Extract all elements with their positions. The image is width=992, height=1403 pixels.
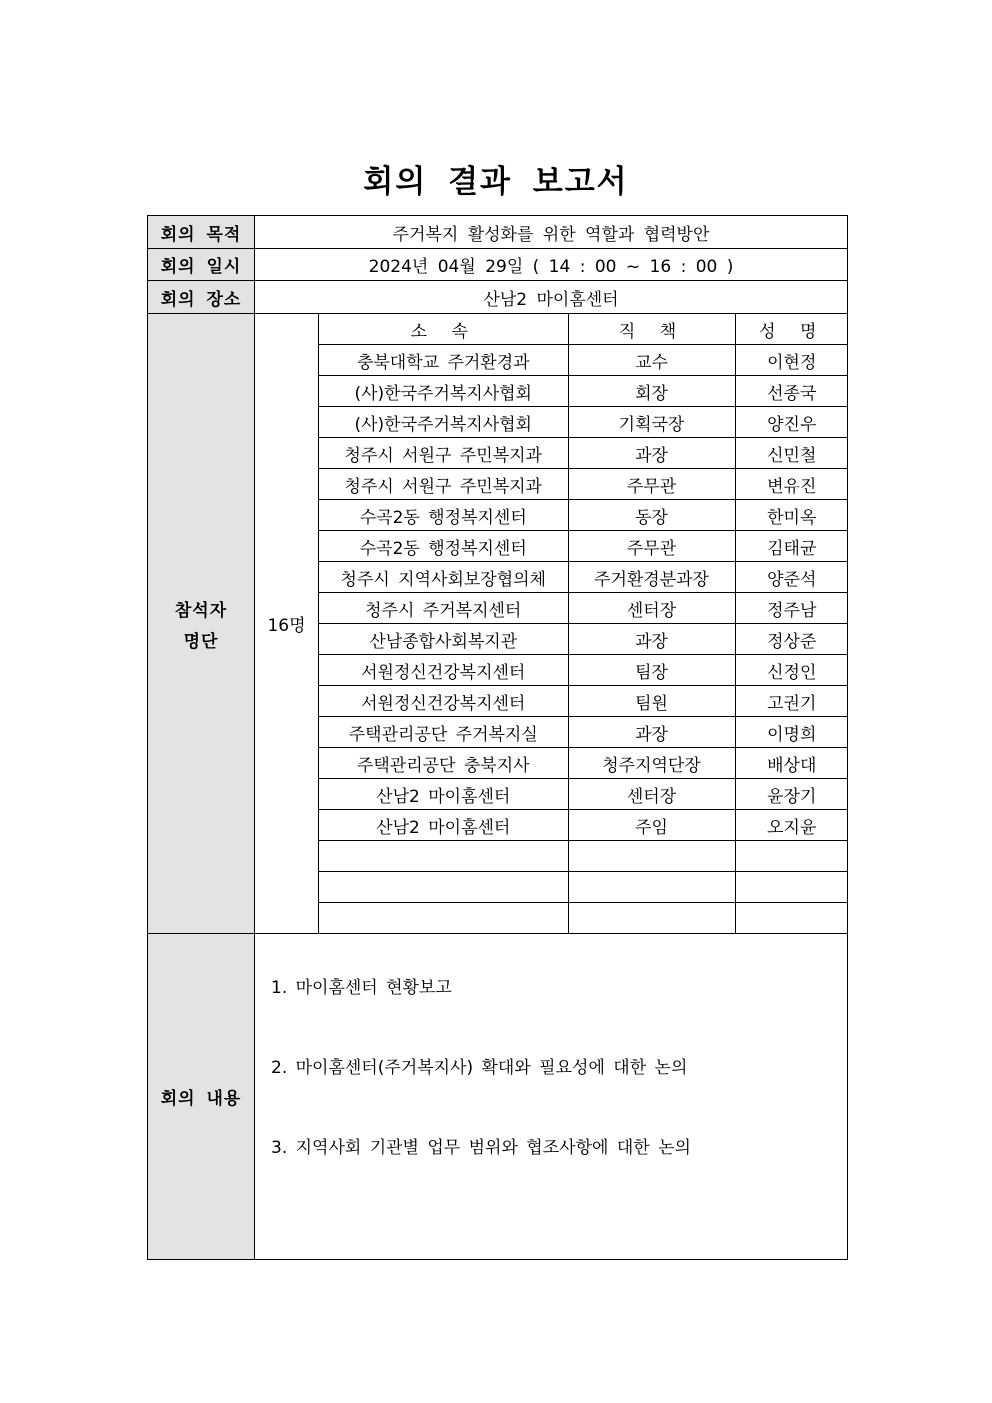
attendee-affiliation: 청주시 주거복지센터: [319, 593, 568, 624]
attendee-row: [319, 531, 848, 562]
report-table: [147, 215, 848, 1260]
attendee-position: 주임: [568, 810, 735, 841]
attendee-position: 센터장: [568, 779, 735, 810]
attendees-label-line2: 명단: [183, 631, 219, 652]
attendee-name: 양진우: [735, 407, 848, 438]
attendee-empty-cell: [735, 841, 848, 872]
attendee-position: 주무관: [568, 531, 735, 562]
attendee-affiliation: 주택관리공단 충북지사: [319, 748, 568, 779]
attendee-empty-row: [319, 841, 848, 872]
agenda-cell: [255, 934, 848, 1260]
position-header: 직 책: [568, 314, 735, 345]
attendee-position: 과장: [568, 438, 735, 469]
attendee-list-cell: [319, 314, 848, 934]
content-row: [148, 934, 848, 1260]
attendee-name: 정상준: [735, 624, 848, 655]
place-row: [148, 281, 848, 314]
attendee-position: 과장: [568, 624, 735, 655]
attendee-position: 동장: [568, 500, 735, 531]
attendee-position: 팀장: [568, 655, 735, 686]
attendee-name: 한미옥: [735, 500, 848, 531]
attendee-count: 16명: [255, 314, 319, 934]
attendees-label: [148, 314, 255, 934]
attendee-affiliation: 충북대학교 주거환경과: [319, 345, 568, 376]
attendee-row: [319, 748, 848, 779]
attendee-position: 주무관: [568, 469, 735, 500]
agenda-item: 1. 마이홈센터 현황보고: [271, 978, 452, 998]
attendee-row: [319, 593, 848, 624]
attendee-name: 이명희: [735, 717, 848, 748]
attendees-label-line1: 참석자: [174, 600, 228, 621]
attendee-empty-cell: [735, 872, 848, 903]
attendee-name: 양준석: [735, 562, 848, 593]
attendee-affiliation: 산남종합사회복지관: [319, 624, 568, 655]
attendee-name: 선종국: [735, 376, 848, 407]
purpose-label: 회의 목적: [148, 216, 255, 249]
attendee-row: [319, 469, 848, 500]
attendee-position: 과장: [568, 717, 735, 748]
attendee-affiliation: 청주시 서원구 주민복지과: [319, 438, 568, 469]
attendee-affiliation: 수곡2동 행정복지센터: [319, 500, 568, 531]
attendee-empty-cell: [319, 872, 568, 903]
attendee-position: 기획국장: [568, 407, 735, 438]
affiliation-header: 소 속: [319, 314, 568, 345]
attendee-affiliation: 산남2 마이홈센터: [319, 779, 568, 810]
attendee-name: 오지윤: [735, 810, 848, 841]
attendee-affiliation: 수곡2동 행정복지센터: [319, 531, 568, 562]
attendee-row: [319, 624, 848, 655]
agenda-list: [255, 934, 847, 1216]
attendee-affiliation: 청주시 서원구 주민복지과: [319, 469, 568, 500]
attendee-position: 교수: [568, 345, 735, 376]
attendee-empty-cell: [319, 903, 568, 934]
attendee-name: 배상대: [735, 748, 848, 779]
agenda-item: 2. 마이홈센터(주거복지사) 확대와 필요성에 대한 논의: [271, 1058, 688, 1078]
purpose-row: [148, 216, 848, 249]
attendees-row: [148, 314, 848, 934]
attendee-row: [319, 779, 848, 810]
attendee-empty-row: [319, 903, 848, 934]
place-value: 산남2 마이홈센터: [255, 281, 848, 314]
attendee-row: [319, 717, 848, 748]
attendee-row: [319, 345, 848, 376]
attendee-position: 팀원: [568, 686, 735, 717]
attendee-affiliation: 서원정신건강복지센터: [319, 686, 568, 717]
attendee-empty-cell: [735, 903, 848, 934]
attendee-header-row: [319, 314, 848, 345]
attendee-empty-cell: [568, 872, 735, 903]
agenda-item: 3. 지역사회 기관별 업무 범위와 협조사항에 대한 논의: [271, 1138, 691, 1158]
attendee-name: 고권기: [735, 686, 848, 717]
attendee-row: [319, 376, 848, 407]
name-header: 성 명: [735, 314, 848, 345]
attendee-affiliation: 청주시 지역사회보장협의체: [319, 562, 568, 593]
attendee-position: 회장: [568, 376, 735, 407]
attendee-affiliation: (사)한국주거복지사협회: [319, 376, 568, 407]
attendee-table: [319, 314, 848, 933]
datetime-label: 회의 일시: [148, 249, 255, 281]
content-label: 회의 내용: [148, 934, 255, 1260]
attendee-row: [319, 562, 848, 593]
attendee-position: 센터장: [568, 593, 735, 624]
report-title: 회의 결과 보고서: [363, 164, 629, 200]
attendee-name: 김태균: [735, 531, 848, 562]
attendee-row: [319, 500, 848, 531]
attendee-position: 청주지역단장: [568, 748, 735, 779]
datetime-row: [148, 249, 848, 281]
attendee-affiliation: 산남2 마이홈센터: [319, 810, 568, 841]
attendee-position: 주거환경분과장: [568, 562, 735, 593]
purpose-value: 주거복지 활성화를 위한 역할과 협력방안: [255, 216, 848, 249]
attendee-affiliation: (사)한국주거복지사협회: [319, 407, 568, 438]
attendee-row: [319, 686, 848, 717]
datetime-value: 2024년 04월 29일 ( 14 : 00 ~ 16 : 00 ): [255, 249, 848, 281]
attendee-empty-cell: [319, 841, 568, 872]
attendee-empty-cell: [568, 841, 735, 872]
attendee-row: [319, 810, 848, 841]
attendee-name: 이현정: [735, 345, 848, 376]
attendee-affiliation: 주택관리공단 주거복지실: [319, 717, 568, 748]
attendee-name: 정주남: [735, 593, 848, 624]
attendee-row: [319, 655, 848, 686]
attendee-name: 신민철: [735, 438, 848, 469]
attendee-empty-row: [319, 872, 848, 903]
attendee-row: [319, 407, 848, 438]
attendee-empty-cell: [568, 903, 735, 934]
attendee-name: 신정인: [735, 655, 848, 686]
attendee-affiliation: 서원정신건강복지센터: [319, 655, 568, 686]
place-label: 회의 장소: [148, 281, 255, 314]
attendee-name: 변유진: [735, 469, 848, 500]
attendee-name: 윤장기: [735, 779, 848, 810]
attendee-row: [319, 438, 848, 469]
